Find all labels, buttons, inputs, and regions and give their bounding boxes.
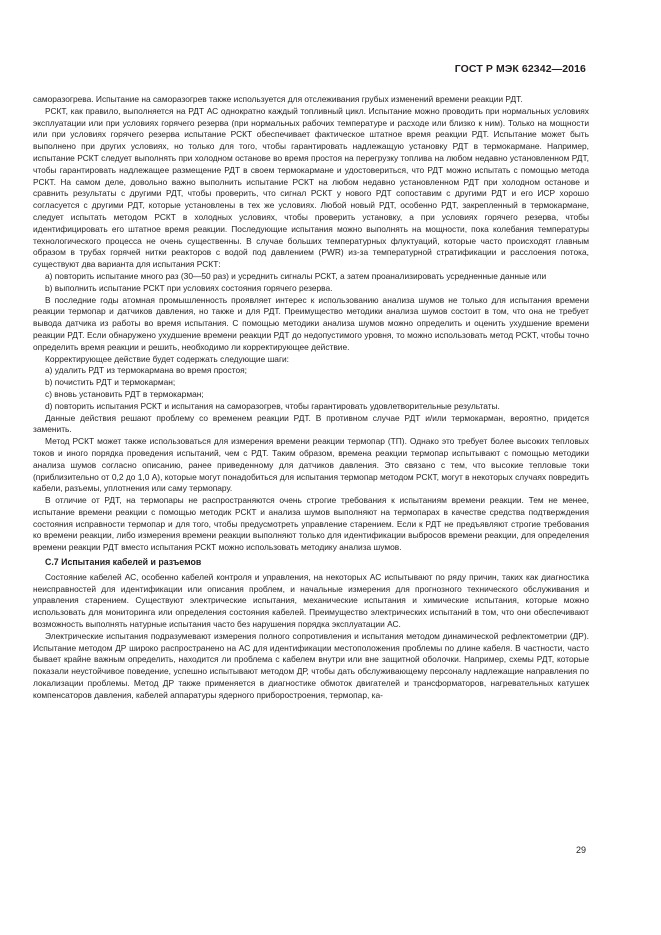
paragraph: саморазогрева. Испытание на саморазогрев также используется для отслеживания грубых изменений времени реакции РДТ.	[33, 94, 523, 104]
list-item: c) вновь установить РДТ в термокарман;	[45, 388, 204, 399]
section-heading: С.7 Испытания кабелей и разъемов	[45, 557, 202, 568]
standard-header: ГОСТ Р МЭК 62342—2016	[454, 63, 586, 75]
list-item: a) удалить РДТ из термокармана во время простоя;	[45, 365, 247, 376]
paragraph: Электрические испытания подразумевают измерения полного сопротивления и испытания методом динамической рефлектометрии (ДР). Испытание методом ДР широко распространено на АС для идентификации местоположения проблемы по длине кабеля. В частности, часто бывает крайне важным определить, находится ли проблема с кабелем внутри или вне защитной оболочки. Например, схемы РДТ, которые показали неустойчивое поведение, успешно испытывают методом ДР, чтобы дать обслуживающему персоналу надлежащие направления по локализации проблемы. Метод ДР также применяется в диагностике обмоток двигателей и трансформаторов, нагревательных катушек компенсаторов давления, кабелей аппаратуры ядерного приборостроения, термопар, ка-	[33, 630, 589, 700]
paragraph: Корректирующее действие будет содержать следующие шаги:	[45, 353, 290, 364]
paragraph: Данные действия решают проблему со временем реакции РДТ. В противном случае РДТ и/или термокарман, вероятно, придется заменить.	[33, 412, 589, 435]
page-number: 29	[575, 845, 586, 855]
list-item: b) почистить РДТ и термокарман;	[45, 377, 176, 388]
paragraph: В последние годы атомная промышленность проявляет интерес к использованию анализа шумов не только для испытания времени реакции термопар и датчиков давления, но также и для РДТ. Преимущество методики анализа шумов состоит в том, что она не требует вывода датчика из работы во время испытания. С помощью методики анализа шумов можно определить и оценить ухудшение времени реакции РДТ. Если обнаружено ухудшение времени реакции РДТ до недопустимого уровня, то можно использовать метод РСКТ, чтобы точно определить время реакции и решить, необходимо ли корректирующее действие.	[33, 294, 589, 352]
list-item: b) выполнить испытание РСКТ при условиях состояния горячего резерва.	[45, 282, 333, 293]
paragraph: Состояние кабелей АС, особенно кабелей контроля и управления, на некоторых АС испытывают по ряду причин, таких как диагностика неисправностей для идентификации или описания проблем, и начальные измерения для прогнозного технического обслуживания и управления старением. Существуют электрические испытания, механические испытания и химические испытания, которые можно использовать для мониторинга или определения состояния кабелей. Преимущество электрических испытаний в том, что они обеспечивают возможность выполнять натурные испытания часто без нарушения порядка эксплуатации АС.	[33, 571, 589, 630]
paragraph: РСКТ, как правило, выполняется на РДТ АС однократно каждый топливный цикл. Испытание можно проводить при нормальных условиях эксплуатации или при условиях горячего резерва (при нормальных рабочих температуре и расходе или близко к ним). Только на мощности или при условиях горячего резерва испытание РСКТ обеспечивает фактическое штатное время реакции РДТ. Испытание может быть выполнено при других условиях, но только для того, чтобы гарантировать надлежащую установку РДТ в термокармане. Например, испытание РСКТ следует выполнять при холодном останове во время простоя на перегрузку топлива на любом недавно установленном РДТ, чтобы гарантировать надлежащее размещение РДТ в своем термокармане и удостовериться, что РДТ можно испытать с помощью метода РСКТ. На самом деле, довольно важно выполнить испытание РСКТ на любом недавно установленном РДТ при холодном останове и сравнить результаты с другими РДТ, чтобы проверить, что сигнал РСКТ у нового РДТ сопоставим с другими РДТ и его ИСР хорошо согласуется с другими РДТ, которые установлены в тех же условиях. Любой новый РДТ, особенно РДТ, закрепленный в термокармане, следует испытать методом РСКТ в холодных условиях, чтобы проверить установку, а при условиях горячего резерва, чтобы идентифицировать его штатное время реакции. Последующие испытания можно выполнять на мощности, пока колебания температуры технологического процесса не очень существенны. В случае больших температурных флуктуаций, которые часто происходят главным образом в трубах горячей нитки реакторов с водой под давлением (PWR) из-за температурной стратификации и расслоения потока, существуют два варианта для испытания РСКТ:	[33, 105, 589, 270]
paragraph: Метод РСКТ может также использоваться для измерения времени реакции термопар (ТП). Однако это требует более высоких тепловых токов и иного порядка проведения испытаний, чем с РДТ. Таким образом, времена реакции термопар испытывают с помощью методики анализа шумов согласно описанию, ранее приведенному для датчиков давления. Это связано с тем, что высокие тепловые токи (приблизительно от 0,2 до 1,0 А), которые могут понадобиться для испытания термопар методом РСКТ, могут в некоторых случаях повредить кабели, разъемы, уплотнения или саму термопару.	[33, 436, 589, 494]
document-body	[33, 94, 589, 702]
paragraph: В отличие от РДТ, на термопары не распространяются очень строгие требования к испытаниям времени реакции. Тем не менее, испытание времени реакции с помощью методик РСКТ и анализа шумов выполняют на термопарах в качестве средства подтверждения состояния исправности термопар и для того, чтобы предусмотреть управление старением. Если к РДТ не предъявляют строгие требования ко времени реакции, либо измерения времени реакции выполняют только для идентификации выбросов времени реакции, для определения времени реакции РДТ вместо испытания РСКТ можно использовать методику анализа шумов.	[33, 495, 589, 553]
list-item: a) повторить испытание много раз (30—50 раз) и усреднить сигналы РСКТ, а затем проанализировать усредненные данные или	[45, 270, 547, 281]
list-item: d) повторить испытания РСКТ и испытания на саморазогрев, чтобы гарантировать удовлетворительные результаты.	[45, 400, 500, 411]
